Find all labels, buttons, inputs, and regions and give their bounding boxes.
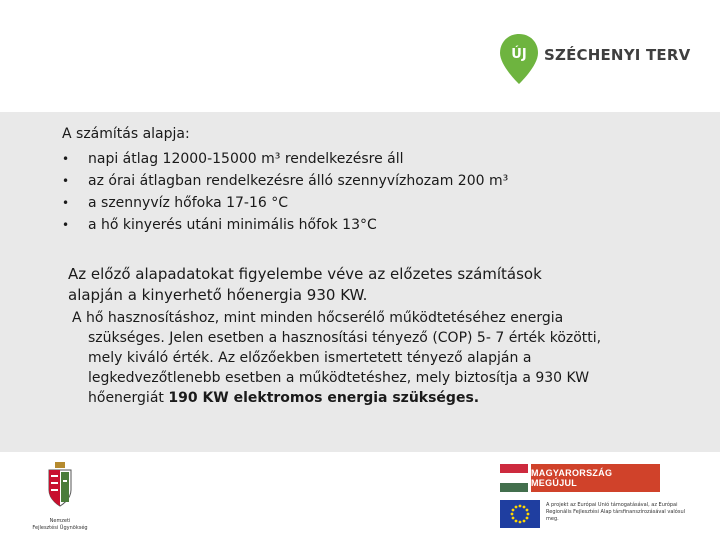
detail-line-5-prefix: hőenergiát — [88, 390, 169, 406]
ntf-logo — [20, 460, 100, 532]
detail-line-4: legkedvezőtlenebb esetben a működtetéshez, mely biztosítja a 930 KW — [88, 370, 590, 386]
eu-funding-text: A projekt az Európai Unió támogatásával, az Európai Regionális Fejlesztési Alap társfinanszírozásával valósul meg. — [546, 502, 686, 522]
header — [0, 0, 720, 112]
mm-label: MAGYARORSZÁG MEGÚJUL — [531, 464, 660, 492]
detail-line-5 — [72, 388, 692, 408]
logo-symbol: ÚJ — [511, 47, 527, 62]
bullet-item: • az órai átlagban rendelkezésre álló szennyvízhozam 200 m³ — [62, 170, 508, 192]
location-pin-icon — [498, 32, 540, 86]
logo-text: SZÉCHENYI TERV — [544, 46, 691, 64]
detail-line-3: mely kiváló érték. Az előzőekben ismertetett tényező alapján a — [88, 350, 532, 366]
content-panel — [0, 112, 720, 452]
detail-line-2: szükséges. Jelen esetben a hasznosítási tényező (COP) 5- 7 érték közötti, — [88, 330, 602, 346]
coat-of-arms-icon — [46, 460, 74, 514]
summary-line-1: Az előző alapadatokat figyelembe véve az előzetes számítások — [68, 265, 542, 283]
bullet-item: • a hő kinyerés utáni minimális hőfok 13°C — [62, 214, 508, 236]
hungarian-flag-icon — [500, 464, 528, 492]
summary-line-2: alapján a kinyerhető hőenergia 930 KW. — [68, 286, 368, 304]
detail-paragraph — [72, 308, 692, 408]
magyarorszag-megujul-logo — [500, 464, 660, 492]
ntf-label: Nemzeti Fejlesztési Ügynökség — [32, 518, 88, 531]
bullet-list — [62, 148, 508, 236]
detail-line-1: A hő hasznosításhoz, mint minden hőcserélő működtetéséhez energia — [72, 310, 564, 326]
summary-paragraph — [68, 264, 668, 306]
intro-text: A számítás alapja: — [62, 126, 190, 142]
bullet-item: • napi átlag 12000-15000 m³ rendelkezésre áll — [62, 148, 508, 170]
bullet-item: • a szennyvíz hőfoka 17-16 °C — [62, 192, 508, 214]
detail-line-5-bold: 190 KW elektromos energia szükséges. — [168, 390, 480, 406]
footer — [0, 452, 720, 540]
eu-flag-icon — [500, 500, 540, 528]
